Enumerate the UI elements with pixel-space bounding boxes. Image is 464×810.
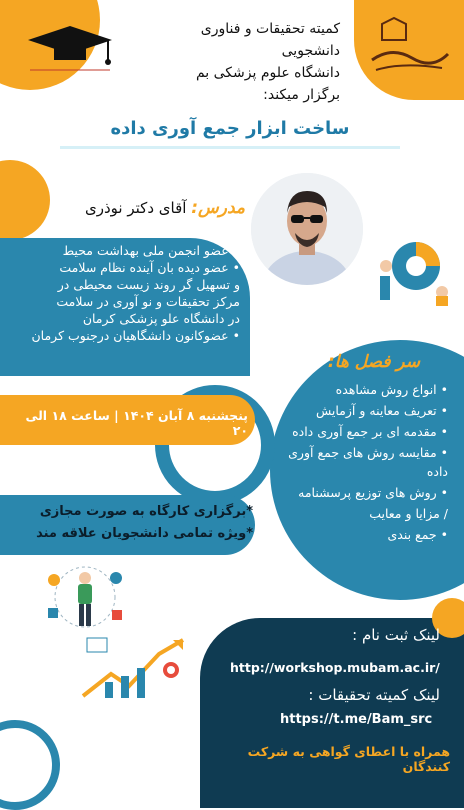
person-portrait-icon bbox=[251, 173, 363, 285]
outline-list bbox=[268, 380, 448, 546]
analytics-illustration bbox=[372, 236, 452, 306]
instructor-fullname: آقای دکتر نوذری bbox=[85, 199, 187, 217]
title-underline bbox=[60, 146, 400, 149]
instructor-prefix: مدرس: bbox=[191, 198, 245, 218]
bio-line: مرکز تحقیقات و نو آوری در سلامت bbox=[56, 294, 240, 309]
note-line: *ویژه تمامی دانشجویان علاقه مند bbox=[36, 526, 253, 541]
note-line: *برگزاری کارگاه به صورت مجازی bbox=[39, 504, 253, 519]
instructor-name bbox=[70, 198, 245, 218]
outline-item: / مزایا و معایب bbox=[369, 506, 448, 521]
outline-item: • انواع روش مشاهده bbox=[335, 382, 448, 397]
graduation-cap-icon bbox=[20, 8, 120, 78]
student-research-logo bbox=[20, 8, 120, 78]
workshop-notes bbox=[8, 501, 253, 545]
outline-item: • تعریف معاینه و آزمایش bbox=[315, 403, 448, 418]
bio-line: • عضوکانون دانشگاهیان درجنوب کرمان bbox=[31, 328, 240, 343]
header-line-1: کمیته تحقیقات و فناوری دانشجویی bbox=[200, 21, 340, 59]
organizer-header bbox=[150, 18, 340, 106]
bio-line: در دانشگاه علو پزشکی کرمان bbox=[82, 311, 240, 326]
workshop-title: ساخت ابزار جمع آوری داده bbox=[110, 118, 350, 139]
outline-item: • روش های توزیع پرسشنامه bbox=[298, 485, 448, 500]
outline-item: • مقدمه ای بر جمع آوری داده bbox=[292, 424, 448, 439]
date-time: پنجشنبه ۸ آبان ۱۴۰۴ | ساعت ۱۸ الی ۲۰ bbox=[25, 408, 248, 438]
pie-chart-icon bbox=[372, 236, 452, 306]
instructor-photo bbox=[248, 170, 366, 288]
register-link[interactable]: http://workshop.mubam.ac.ir/ bbox=[230, 660, 440, 675]
university-calligraphy-icon bbox=[362, 10, 454, 82]
certificate-note: همراه با اعطای گواهی به شرکت کنندگان bbox=[247, 744, 450, 774]
header-line-2: دانشگاه علوم پزشکی بم bbox=[195, 65, 340, 81]
decor-ring-bottom bbox=[0, 720, 60, 810]
bio-line: • عضو دیده بان آینده نظام سلامت bbox=[59, 260, 240, 275]
growth-arrow-icon bbox=[75, 630, 195, 710]
digital-person-illustration bbox=[40, 560, 130, 635]
outline-item: • جمع بندی bbox=[387, 527, 448, 542]
growth-chart-illustration bbox=[75, 630, 195, 710]
outline-heading: سر فصل ها: bbox=[327, 352, 420, 372]
bio-line: و تسهیل گر روند زیست محیطی در bbox=[57, 277, 240, 292]
instructor-bio bbox=[10, 242, 240, 344]
person-network-icon bbox=[40, 560, 130, 635]
register-label: لینک ثبت نام : bbox=[352, 626, 440, 644]
committee-label: لینک کمیته تحقیقات : bbox=[308, 686, 440, 704]
university-logo bbox=[362, 10, 454, 82]
committee-link[interactable]: https://t.me/Bam_src bbox=[280, 712, 433, 727]
decor-orange-circle-left bbox=[0, 160, 50, 240]
bio-line: • عضو انجمن ملی بهداشت محیط bbox=[62, 243, 240, 258]
outline-item: • مقایسه روش های جمع آوری داده bbox=[288, 445, 448, 479]
header-line-3: برگزار میکند: bbox=[263, 87, 340, 103]
